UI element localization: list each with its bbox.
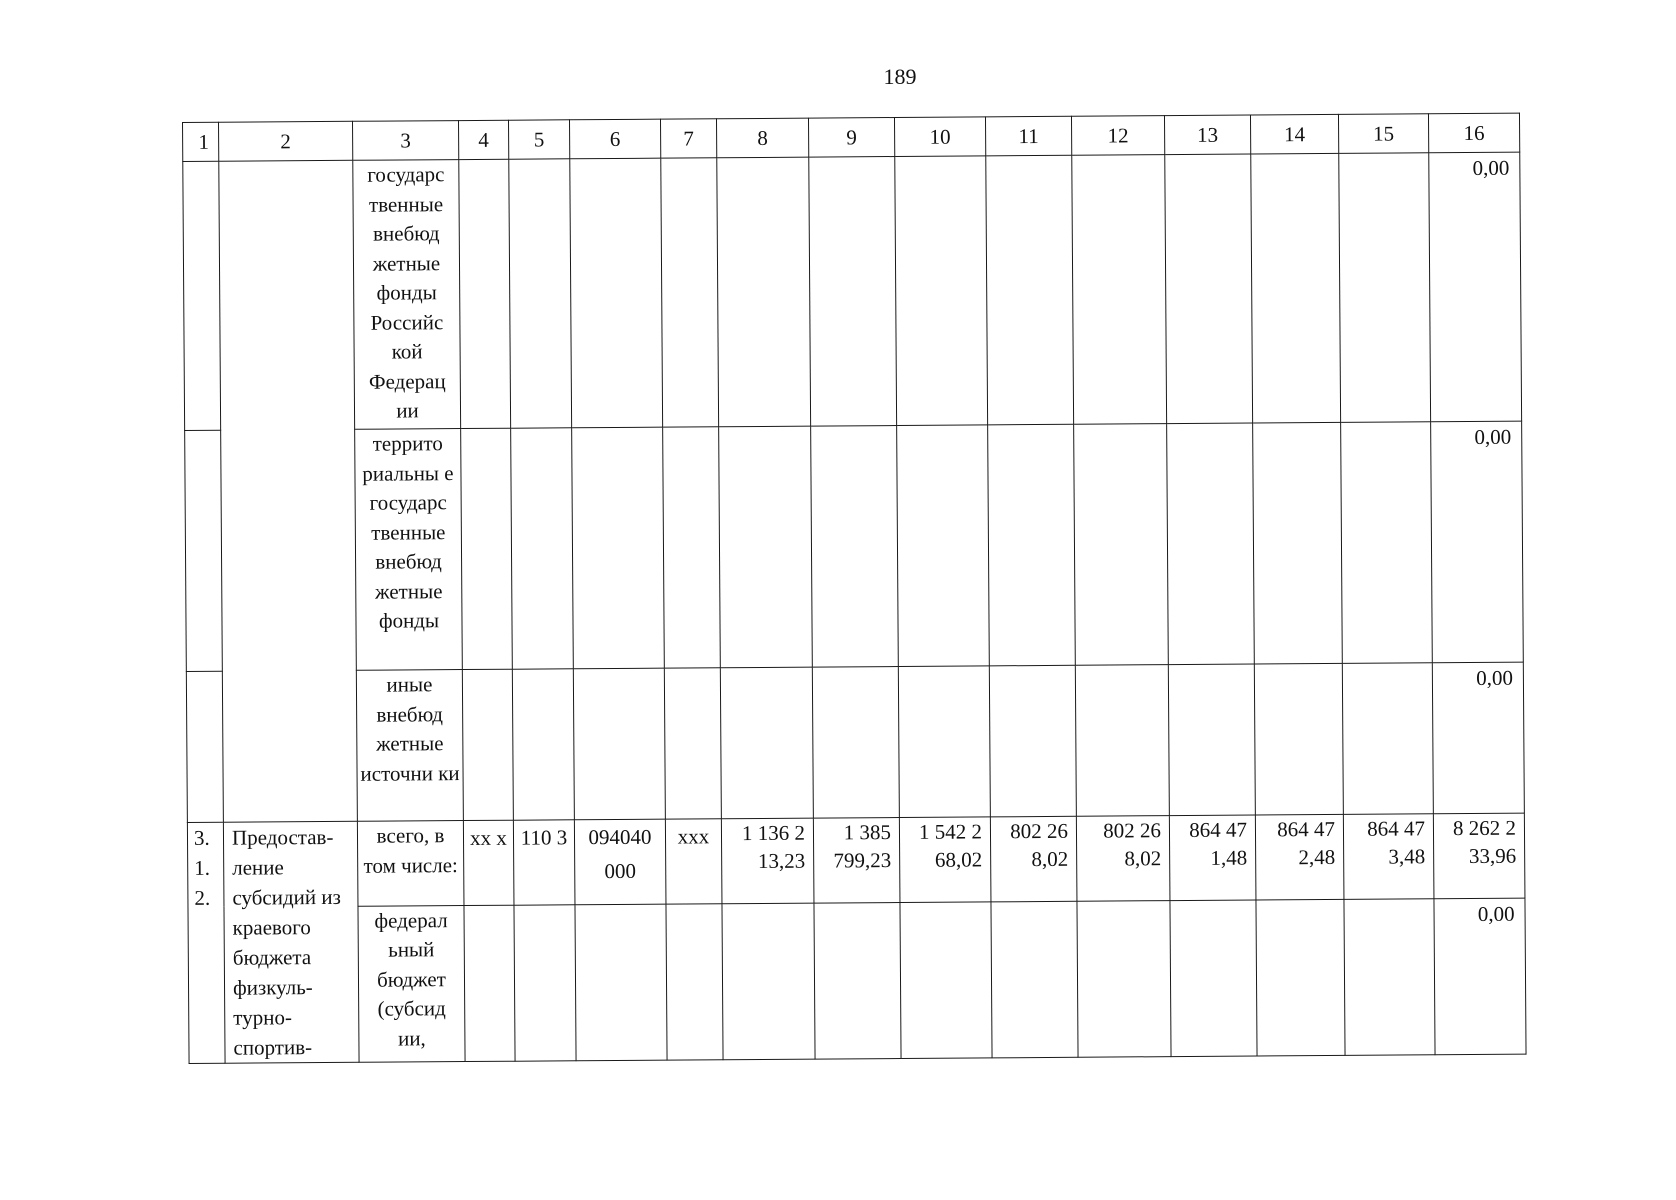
- empty-cell: [1165, 154, 1253, 424]
- empty-cell: [663, 427, 721, 668]
- header-cell: 16: [1428, 113, 1519, 153]
- empty-cell: [809, 157, 897, 427]
- empty-cell: [1074, 424, 1169, 666]
- empty-cell: [185, 430, 223, 671]
- funding-source-cell: государс твенные внебюд жетные фонды Российс кой Федерац ии: [353, 160, 461, 430]
- value-cell: 1 385 799,23: [813, 818, 900, 903]
- row-index-cell: 3. 1. 2.: [187, 822, 225, 1063]
- empty-cell: [666, 903, 723, 1060]
- value-cell: 802 26 8,02: [1076, 816, 1170, 901]
- empty-cell: [988, 424, 1076, 666]
- empty-cell: [511, 428, 574, 669]
- total-value-cell: 0,00: [1431, 421, 1524, 663]
- code-cell: ххх: [665, 819, 722, 904]
- table-row: [185, 421, 1524, 671]
- empty-cell: [509, 159, 572, 428]
- empty-cell: [573, 668, 665, 820]
- empty-cell: [1339, 153, 1431, 423]
- empty-cell: [1253, 422, 1343, 664]
- empty-cell: [1168, 664, 1255, 816]
- code-cell: 094040 000: [574, 819, 666, 904]
- header-cell: 9: [808, 118, 894, 158]
- empty-cell: [1341, 422, 1433, 664]
- empty-cell: [512, 669, 574, 820]
- activity-name-cell: Предостав- ление субсидий из краевого бюджета физкуль- турно- спортив-: [223, 821, 359, 1063]
- empty-cell: [464, 905, 515, 1062]
- empty-cell: [1075, 665, 1169, 817]
- total-value-cell: 0,00: [1434, 898, 1526, 1055]
- funding-source-cell: всего, в том числе:: [357, 821, 464, 906]
- empty-cell: [991, 901, 1078, 1058]
- empty-cell: [183, 161, 221, 430]
- header-cell: 15: [1338, 114, 1428, 154]
- header-cell: 6: [569, 119, 660, 159]
- empty-cell: [1251, 153, 1341, 423]
- header-cell: 1: [183, 122, 219, 161]
- header-cell: 7: [660, 119, 716, 158]
- table-row: [183, 152, 1522, 430]
- empty-cell: [900, 902, 992, 1059]
- empty-cell: [570, 158, 663, 428]
- empty-cell: [1072, 155, 1167, 425]
- header-cell: 2: [219, 121, 353, 161]
- empty-cell: [814, 902, 901, 1059]
- total-value-cell: 0,00: [1429, 152, 1522, 422]
- empty-cell: [719, 426, 813, 668]
- header-cell: 5: [508, 120, 569, 159]
- empty-cell: [722, 903, 815, 1060]
- header-cell: 14: [1250, 114, 1338, 154]
- header-cell: 8: [716, 118, 808, 158]
- table-row: [187, 813, 1525, 907]
- value-cell: 1 542 2 68,02: [899, 817, 991, 902]
- empty-cell: [1342, 663, 1433, 815]
- header-cell: 12: [1071, 116, 1164, 156]
- total-value-cell: 8 262 2 33,96: [1433, 813, 1525, 898]
- empty-cell: [986, 155, 1074, 425]
- value-cell: 864 47 1,48: [1169, 815, 1256, 900]
- code-cell: хх х: [463, 820, 514, 905]
- empty-cell: [720, 667, 813, 819]
- header-cell: 4: [458, 120, 508, 159]
- empty-cell: [1167, 423, 1255, 665]
- empty-cell: [895, 156, 988, 426]
- empty-cell: [461, 428, 513, 669]
- funding-source-cell: иные внебюд жетные источни ки: [356, 670, 463, 822]
- empty-cell: [812, 667, 899, 819]
- header-cell: 13: [1164, 115, 1250, 155]
- funding-source-cell: террито риальны е государс твенные внебюд жетные фонды: [355, 429, 463, 671]
- table-row: [186, 662, 1524, 822]
- total-value-cell: 0,00: [1432, 662, 1524, 814]
- empty-cell: [898, 666, 990, 818]
- empty-cell: [462, 669, 513, 820]
- empty-cell: [811, 426, 899, 668]
- empty-cell: [459, 159, 511, 428]
- empty-cell: [989, 665, 1076, 817]
- empty-cell: [572, 427, 665, 669]
- empty-cell: [1256, 899, 1345, 1056]
- empty-cell: [186, 671, 223, 822]
- funding-source-cell: федерал ьный бюджет (субсид ии,: [358, 905, 465, 1062]
- header-cell: 11: [985, 116, 1071, 156]
- header-cell: 10: [894, 117, 985, 157]
- empty-cell: [1344, 899, 1435, 1056]
- empty-cell: [219, 160, 358, 822]
- empty-cell: [1077, 900, 1171, 1057]
- value-cell: 802 26 8,02: [990, 816, 1077, 901]
- empty-cell: [717, 157, 811, 427]
- code-cell: 110 3: [513, 820, 575, 905]
- value-cell: 1 136 2 13,23: [721, 818, 814, 903]
- table-row: [188, 898, 1526, 1064]
- empty-cell: [1170, 900, 1257, 1057]
- empty-cell: [661, 158, 719, 427]
- page-number: 189: [883, 64, 917, 89]
- empty-cell: [1254, 663, 1343, 815]
- budget-table: [182, 113, 1527, 1064]
- header-cell: 3: [352, 121, 458, 161]
- empty-cell: [575, 904, 667, 1061]
- empty-cell: [897, 425, 990, 667]
- value-cell: 864 47 3,48: [1343, 814, 1434, 899]
- empty-cell: [514, 905, 576, 1062]
- empty-cell: [664, 668, 721, 819]
- value-cell: 864 47 2,48: [1255, 814, 1344, 899]
